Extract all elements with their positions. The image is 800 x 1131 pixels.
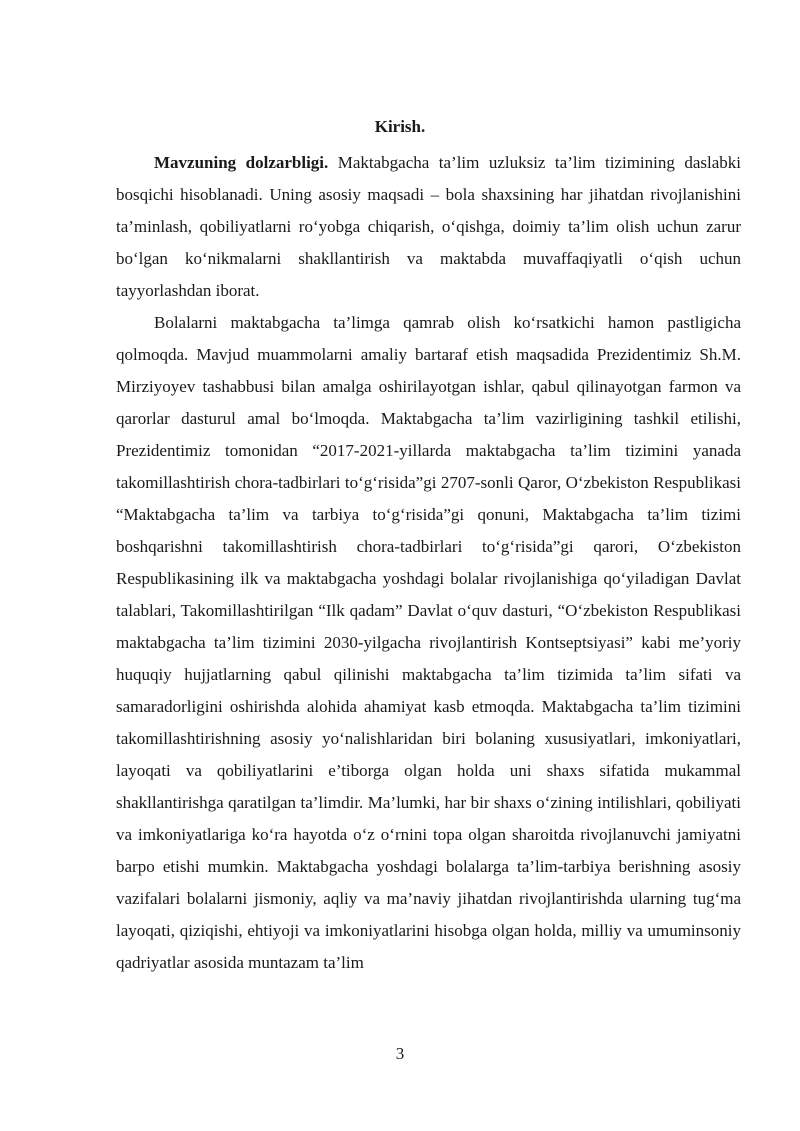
paragraph-relevance bbox=[116, 147, 741, 307]
paragraph-lead: Mavzuning dolzarbligi. bbox=[154, 153, 329, 172]
paragraph-coverage: Bolalarni maktabgacha ta’limga qamrab olish ko‘rsatkichi hamon pastligicha qolmoqda. Mavjud muammolarni amaliy bartaraf etish maqsadida Prezidentimiz Sh.M. Mirziyoyev tashabbusi bilan amalga oshirilayotgan ishlar, qabul qilinayotgan farmon va qarorlar dasturul amal bo‘lmoqda. Maktabgacha ta’lim vazirligining tashkil etilishi, Prezidentimiz tomonidan “2017-2021-yillarda maktabgacha ta’lim tizimini yanada takomillashtirish chora-tadbirlari to‘g‘risida”gi 2707-sonli Qaror, O‘zbekiston Respublikasi “Maktabgacha ta’lim va tarbiya to‘g‘risida”gi qonuni, Maktabgacha ta’lim tizimi boshqarishni takomillashtirish chora-tadbirlari to‘g‘risida”gi qarori, O‘zbekiston Respublikasining ilk va maktabgacha yoshdagi bolalar rivojlanishiga qo‘yiladigan Davlat talablari, Takomillashtirilgan “Ilk qadam” Davlat o‘quv dasturi, “O‘zbekiston Respublikasi maktabgacha ta’lim tizimini 2030-yilgacha rivojlantirish Kontseptsiyasi” kabi me’yoriy huquqiy hujjatlarning qabul qilinishi maktabgacha ta’lim tizimida ta’lim sifati va samaradorligini oshirishda alohida ahamiyat kasb etmoqda. Maktabgacha ta’lim tizimini takomillashtirishning asosiy yo‘nalishlaridan biri bolaning xususiyatlari, imkoniyatlari, layoqati va qobiliyatlarini e’tiborga olgan holda uni shaxs sifatida mukammal shakllantirishga qaratilgan ta’limdir. Ma’lumki, har bir shaxs o‘zining intilishlari, qobiliyati va imkoniyatlariga ko‘ra hayotda o‘z o‘rnini topa olgan sharoitda rivojlanuvchi jamiyatni barpo etishi mumkin. Maktabgacha yoshdagi bolalarga ta’lim-tarbiya berishning asosiy vazifalari bolalarni jismoniy, aqliy va ma’naviy jihatdan rivojlantirishda ularning tug‘ma layoqati, qiziqishi, ehtiyoji va imkoniyatlarini hisobga olgan holda, milliy va umuminsoniy qadriyatlar asosida muntazam ta’lim bbox=[116, 313, 741, 972]
document-body bbox=[116, 147, 741, 979]
section-heading: Kirish. bbox=[374, 117, 426, 136]
page-number: 3 bbox=[395, 1044, 405, 1063]
paragraph-text: Maktabgacha ta’lim uzluksiz ta’lim tizimining daslabki bosqichi hisoblanadi. Uning asosiy maqsadi – bola shaxsining har jihatdan rivojlanishini ta’minlash, qobiliyatlarni ro‘yobga chiqarish, o‘qishga, doimiy ta’lim olish uchun zarur bo‘lgan ko‘nikmalarni shakllantirish va maktabda muvaffaqiyatli o‘qish uchun tayyorlashdan iborat. bbox=[116, 153, 741, 300]
